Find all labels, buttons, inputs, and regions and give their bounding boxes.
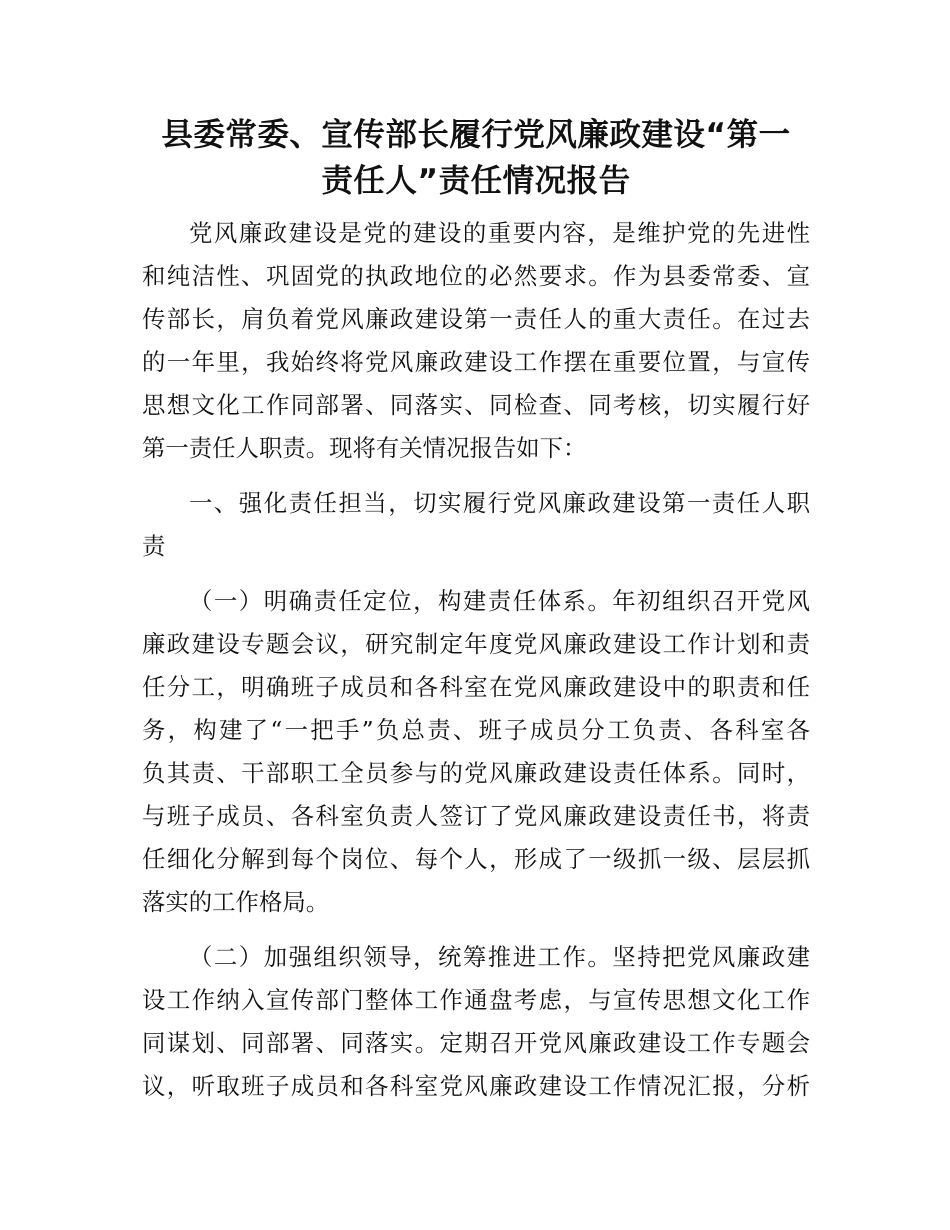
title-line-1: 县委常委、宣传部长履行党风廉政建设“第一: [161, 117, 791, 153]
text-line: （一）明确责任定位，构建责任体系。年初组织召开党风: [189, 587, 810, 615]
paragraph-subsection-1: [142, 580, 810, 924]
text-line: 同谋划、同部署、同落实。定期召开党风廉政建设工作专题会: [142, 1029, 810, 1057]
text-line: 议，听取班子成员和各科室党风廉政建设工作情况汇报，分析: [142, 1072, 810, 1100]
text-line: 责: [142, 532, 166, 560]
text-line: 负其责、干部职工全员参与的党风廉政建设责任体系。同时，: [142, 759, 810, 787]
text-line: 一、强化责任担当，切实履行党风廉政建设第一责任人职: [189, 489, 810, 517]
text-line: 任分工，明确班子成员和各科室在党风廉政建设中的职责和任: [142, 673, 810, 701]
text-line: 和纯洁性、巩固党的执政地位的必然要求。作为县委常委、宣: [142, 262, 810, 290]
text-line: 的一年里，我始终将党风廉政建设工作摆在重要位置，与宣传: [142, 348, 810, 376]
text-line: 廉政建设专题会议，研究制定年度党风廉政建设工作计划和责: [142, 630, 810, 658]
text-line: 第一责任人职责。现将有关情况报告如下：: [142, 434, 587, 462]
text-line: 与班子成员、各科室负责人签订了党风廉政建设责任书，将责: [142, 802, 810, 830]
document-body: [142, 212, 810, 1108]
text-line: 务，构建了“一把手”负总责、班子成员分工负责、各科室各: [142, 716, 810, 744]
document-title: [142, 112, 810, 204]
text-line: （二）加强组织领导，统筹推进工作。坚持把党风廉政建: [189, 943, 810, 971]
text-line: 设工作纳入宣传部门整体工作通盘考虑，与宣传思想文化工作: [142, 986, 810, 1014]
text-line: 党风廉政建设是党的建设的重要内容，是维护党的先进性: [189, 219, 810, 247]
text-line: 传部长，肩负着党风廉政建设第一责任人的重大责任。在过去: [142, 305, 810, 333]
title-line-2: 责任人”责任情况报告: [321, 163, 631, 199]
text-line: 任细化分解到每个岗位、每个人，形成了一级抓一级、层层抓: [142, 845, 810, 873]
text-line: 思想文化工作同部署、同落实、同检查、同考核，切实履行好: [142, 391, 810, 419]
section-heading-1: [142, 482, 810, 568]
paragraph-intro: [142, 212, 810, 470]
text-line: 落实的工作格局。: [142, 888, 330, 916]
paragraph-subsection-2: [142, 936, 810, 1108]
